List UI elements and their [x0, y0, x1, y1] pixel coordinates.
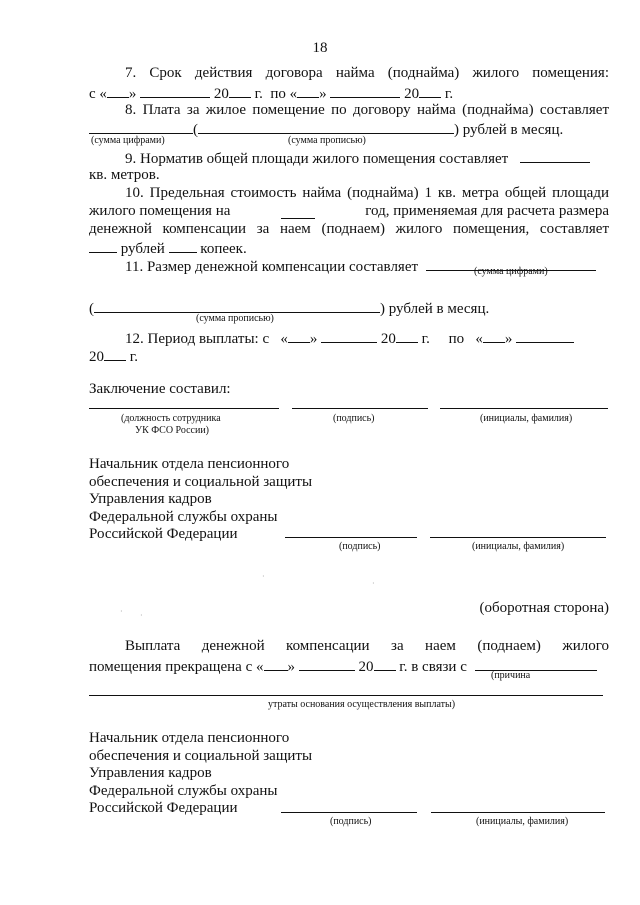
chief1-caption-name: (инициалы, фамилия) [472, 541, 565, 552]
stop-month-blank[interactable] [299, 656, 355, 671]
stop-day-blank[interactable] [264, 656, 288, 671]
item9-line1: 9. Норматив общей площади жилого помещения составляет [89, 148, 609, 168]
conclusion-title: Заключение составил: [89, 381, 231, 397]
chief-title-block-2: Начальник отдела пенсионного обеспечения и социальной защиты Управления кадров Федеральной службы охраны Российской Федерации [89, 730, 313, 816]
year-blank[interactable] [281, 204, 315, 219]
period-to-month-blank[interactable] [516, 328, 574, 343]
scan-speck: · [372, 579, 375, 588]
month-from-blank[interactable] [140, 83, 210, 98]
chief2-signature-line[interactable] [281, 812, 417, 813]
item10-line1: 10. Предельная стоимость найма (поднайма) 1 кв. метра общей площади [125, 185, 609, 201]
scan-speck: · [262, 572, 265, 581]
year-from-blank[interactable] [229, 83, 251, 98]
page-number: 18 [312, 40, 328, 56]
period-from-month-blank[interactable] [321, 328, 377, 343]
item8-line1: 8. Плата за жилое помещение по договору найма (поднайма) составляет [125, 102, 609, 118]
item7-line1: 7. Срок действия договора найма (поднайма) жилого помещения: [125, 65, 609, 81]
reverse-side-title: (оборотная сторона) [479, 600, 609, 616]
item7-line2: с « » 20 г. по « » 20 г. [89, 83, 609, 103]
year-to-blank[interactable] [419, 83, 441, 98]
reason-line[interactable] [89, 695, 603, 696]
period-to-year-blank[interactable] [104, 346, 126, 361]
item10-line3: денежной компенсации за наем (поднаем) жилого помещения, составляет [89, 221, 609, 237]
chief-title-block-1: Начальник отдела пенсионного обеспечения и социальной защиты Управления кадров Федеральной службы охраны Российской Федерации [89, 456, 313, 542]
stop-year-blank[interactable] [374, 656, 396, 671]
chief1-name-line[interactable] [430, 537, 606, 538]
signature-line[interactable] [292, 408, 428, 409]
period-from-day-blank[interactable] [288, 328, 310, 343]
item12-line1: 12. Период выплаты: с « » 20 г. по « » [89, 328, 609, 348]
position-line[interactable] [89, 408, 279, 409]
item10-line2: жилого помещения на год, применяемая для расчета размера [89, 203, 609, 219]
item12-line2: 20 г. [89, 346, 609, 366]
caption-sum-words: (сумма прописью) [288, 135, 366, 146]
area-norm-blank[interactable] [520, 148, 590, 163]
period-from-year-blank[interactable] [396, 328, 418, 343]
scan-speck: · [120, 607, 123, 616]
chief2-name-line[interactable] [431, 812, 605, 813]
reverse-line1: Выплата денежной компенсации за наем (поднаем) жилого [125, 638, 609, 654]
chief2-caption-signature: (подпись) [330, 816, 372, 827]
caption-signature: (подпись) [333, 413, 375, 424]
chief1-signature-line[interactable] [285, 537, 417, 538]
item11-line2: ( ) рублей в месяц. [89, 298, 609, 318]
caption-compensation-words: (сумма прописью) [196, 313, 274, 324]
item11-line1: 11. Размер денежной компенсации составляет [89, 256, 609, 276]
chief1-caption-signature: (подпись) [339, 541, 381, 552]
rent-sum-words-blank[interactable] [198, 119, 454, 134]
item8-line2: ( ) рублей в месяц. [89, 119, 609, 139]
caption-reason-continued: утраты основания осуществления выплаты) [268, 699, 456, 710]
compensation-words-blank[interactable] [94, 298, 380, 313]
item9-line2: кв. метров. [89, 167, 160, 183]
rubles-blank[interactable] [89, 238, 117, 253]
caption-sum-digits: (сумма цифрами) [91, 135, 165, 146]
period-to-day-blank[interactable] [483, 328, 505, 343]
item10-line4: рублей копеек. [89, 238, 609, 258]
rent-sum-digits-blank[interactable] [89, 119, 193, 134]
chief2-caption-name: (инициалы, фамилия) [476, 816, 569, 827]
day-from-blank[interactable] [107, 83, 129, 98]
caption-name: (инициалы, фамилия) [480, 413, 573, 424]
caption-compensation-digits: (сумма цифрами) [474, 266, 548, 277]
day-to-blank[interactable] [297, 83, 319, 98]
reverse-line2: помещения прекращена с « » 20 г. в связи с [89, 656, 609, 676]
reason-blank-start[interactable] [475, 656, 597, 671]
kopecks-blank[interactable] [169, 238, 197, 253]
caption-position-org: УК ФСО России) [135, 425, 210, 436]
caption-reason: (причина [491, 670, 531, 681]
scan-speck: · [140, 611, 143, 620]
name-line[interactable] [440, 408, 608, 409]
caption-position: (должность сотрудника [121, 413, 221, 424]
month-to-blank[interactable] [330, 83, 400, 98]
